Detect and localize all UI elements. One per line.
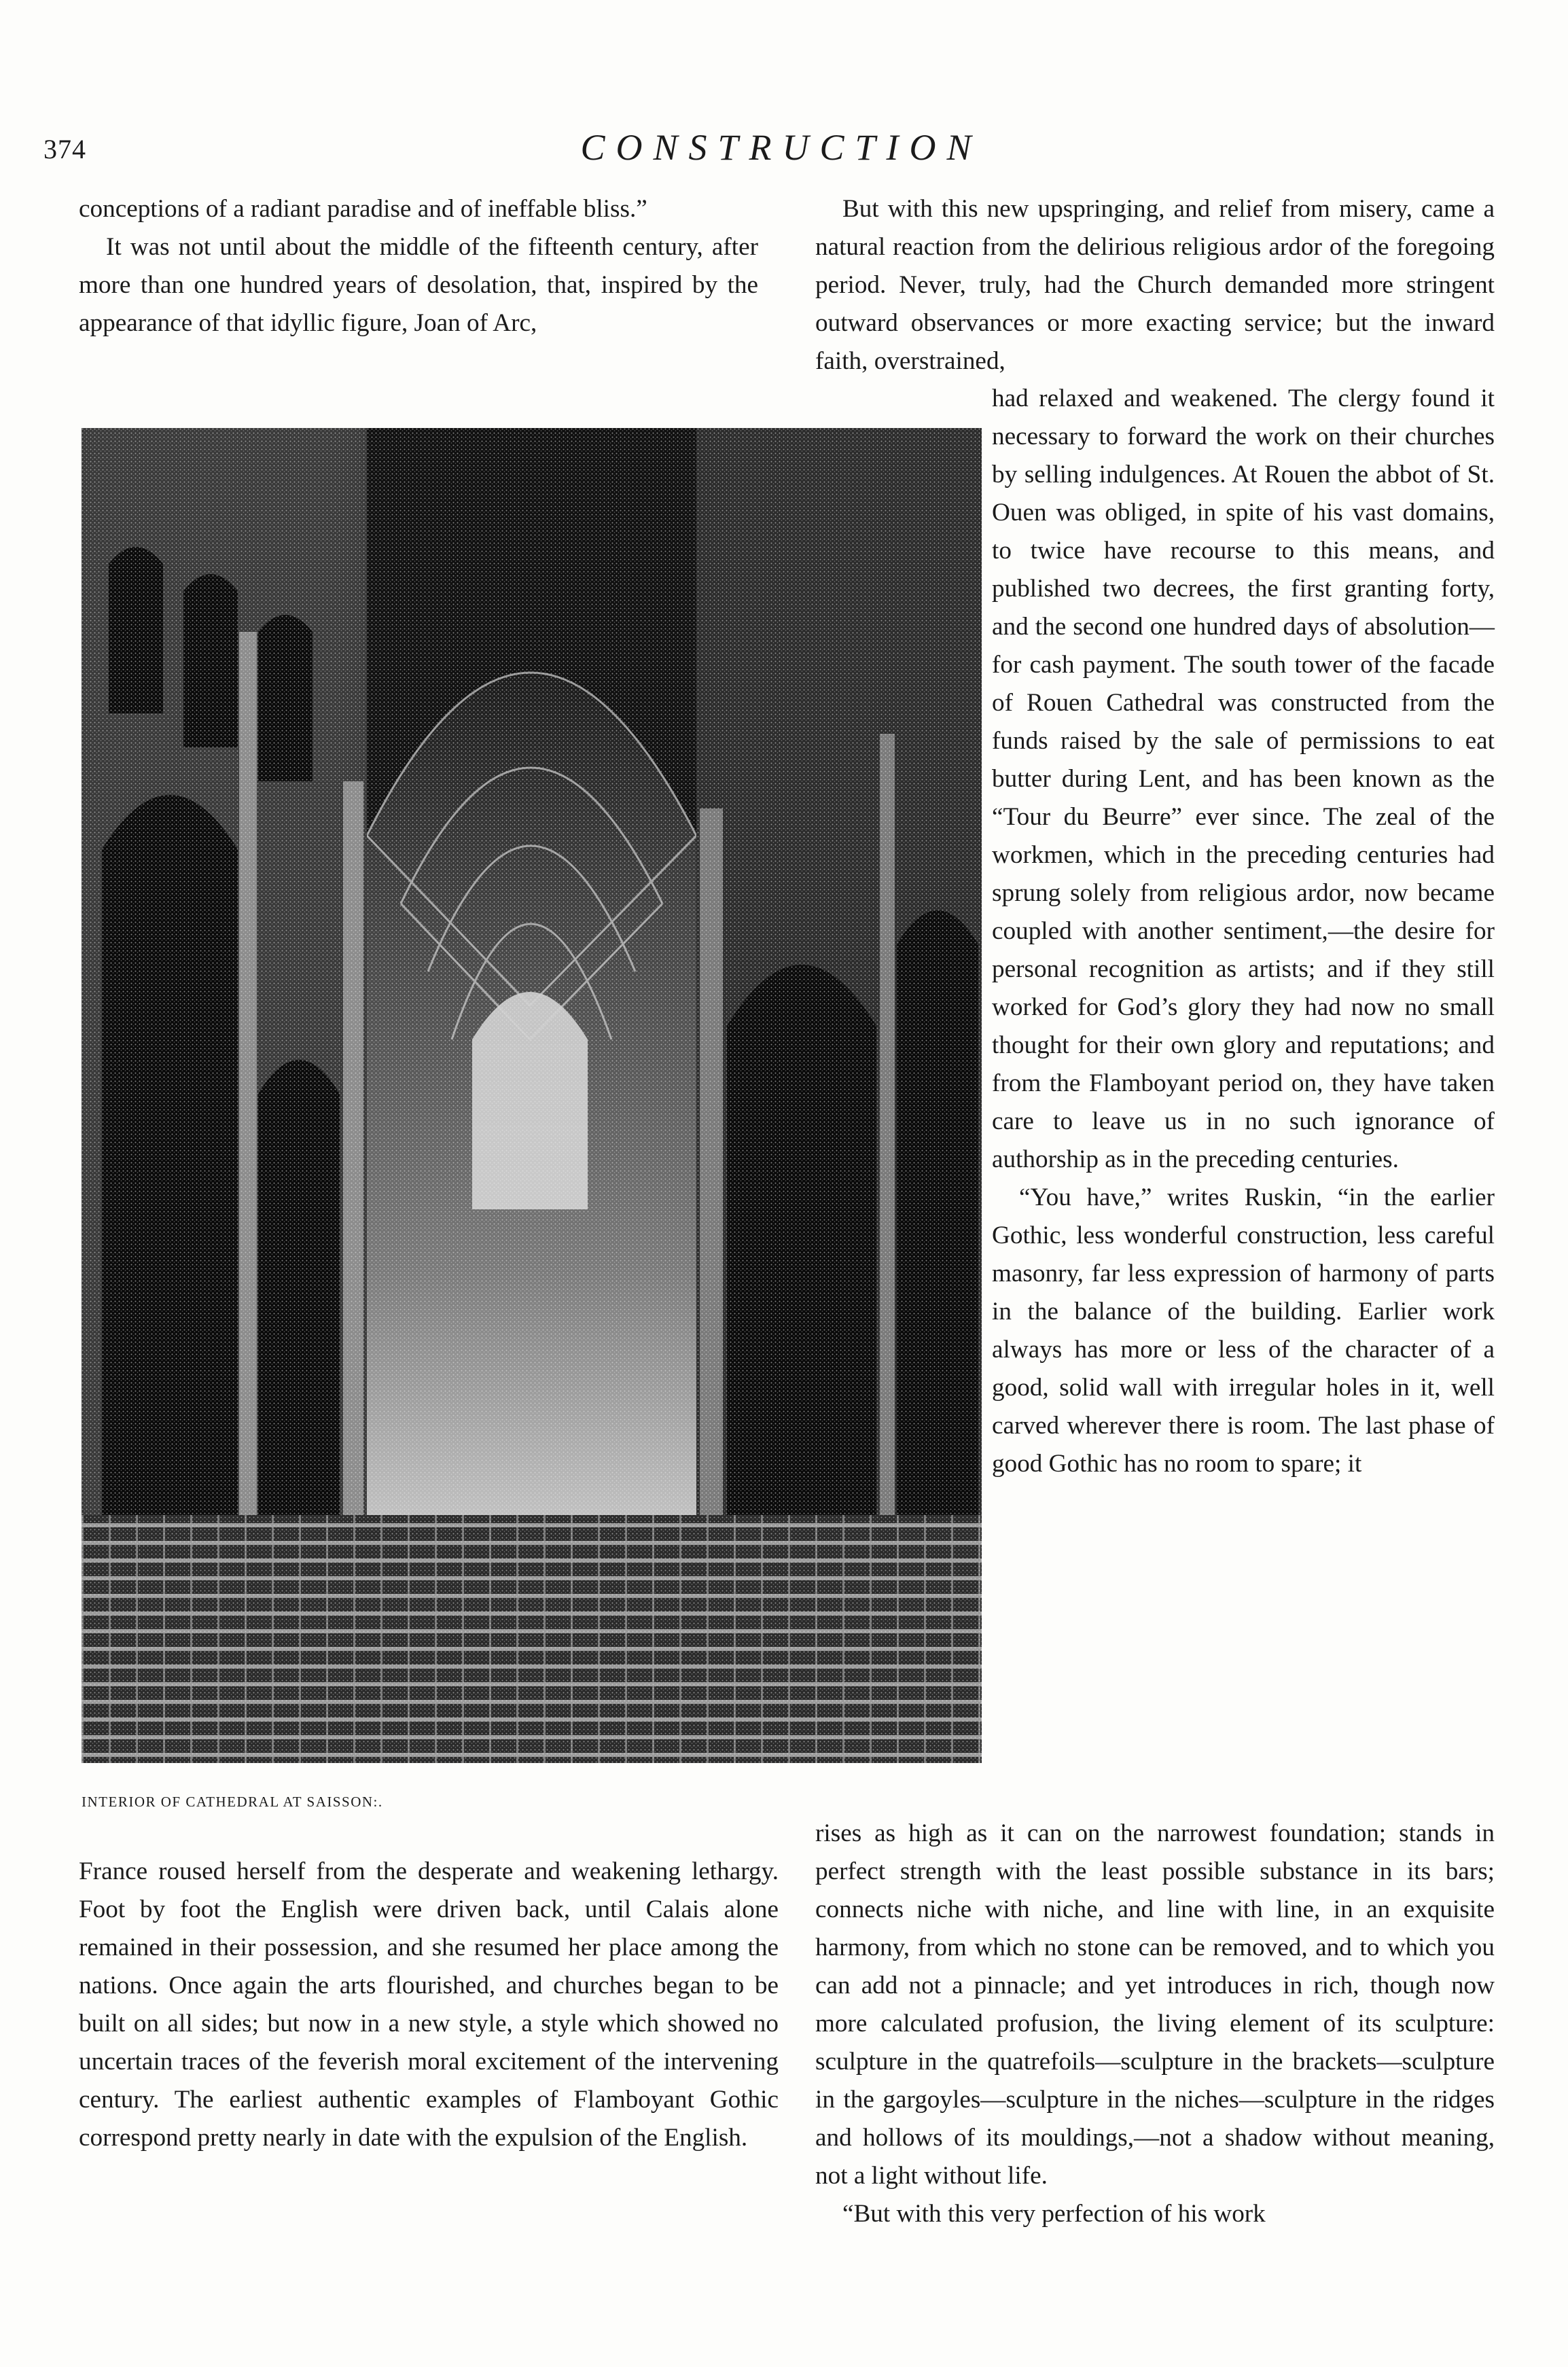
running-head: CONSTRUCTION — [580, 127, 982, 168]
cathedral-engraving — [82, 428, 982, 1763]
paragraph: But with this new upspringing, and relief from misery, came a natural reaction from the delirious religious ardor of the foregoing period. Never, truly, had the Church demanded more stringent outward observances or more exacting service; but the inward faith, overstrained, — [815, 195, 1495, 375]
paragraph: had relaxed and weakened. The clergy found it necessary to forward the work on their churches by selling indulgences. At Rouen the abbot of St. Ouen was obliged, in spite of his vast domains, to twice have recourse to this means, and published two decrees, the first granting forty, and the second one hundred days of absolution—for cash payment. The south tower of the facade of Rouen Cathedral was constructed from the funds raised by the sale of permissions to eat butter during Lent, and has been known as the “Tour du Beurre” ever since. The zeal of the workmen, which in the preceding centuries had sprung solely from religious ardor, now became coupled with another sentiment,—the desire for personal recognition as artists; and if they still worked for God’s glory they had now no small thought for their own glory and reputations; and from the Flamboyant period on, they have taken care to leave us in no such ignorance of authorship as in the preceding centuries. — [992, 385, 1495, 1173]
figure-caption: INTERIOR OF CATHEDRAL AT SAISSON:. — [82, 1794, 383, 1810]
right-column-wrap — [992, 380, 1495, 1483]
page-number: 374 — [43, 134, 86, 164]
right-column-top — [815, 190, 1495, 380]
cathedral-interior-illustration — [82, 428, 982, 1763]
paragraph: It was not until about the middle of the fifteenth century, after more than one hundred years of desolation, that, inspired by the appearance of that idyllic figure, Joan of Arc, — [79, 233, 758, 337]
paragraph: “But with this very perfection of his work — [842, 2200, 1266, 2228]
paragraph: France roused herself from the desperate and weakening lethargy. Foot by foot the English were driven back, until Calais alone remained in their possession, and she resumed her place among the nations. Once again the arts flourished, and churches began to be built on all sides; but now in a new style, a style which showed no uncertain traces of the feverish moral excitement of the intervening century. The earliest authentic examples of Flamboyant Gothic correspond pretty nearly in date with the expulsion of the English. — [79, 1857, 779, 2152]
paragraph: conceptions of a radiant paradise and of ineffable bliss.” — [79, 195, 647, 223]
paragraph: rises as high as it can on the narrowest foundation; stands in perfect strength with the least possible substance in its bars; connects niche with niche, and line with line, in an exquisite harmony, from which no stone can be removed, and to which you can add not a pinnacle; and yet introduces in rich, though now more calculated profusion, the living element of its sculpture: sculpture in the quatrefoils—sculpture in the brackets—sculpture in the gargoyles—sculpture in the niches—sculpture in the ridges and hollows of its mouldings,—not a shadow without meaning, not a light without life. — [815, 1819, 1495, 2190]
paragraph: “You have,” writes Ruskin, “in the earlier Gothic, less wonderful construction, less careful masonry, far less expression of harmony of parts in the balance of the building. Earlier work always has more or less of the character of a good, solid wall with irregular holes in it, well carved wherever there is room. The last phase of good Gothic has no room to spare; it — [992, 1184, 1495, 1478]
left-column-top — [79, 190, 758, 342]
right-column-bottom — [815, 1815, 1495, 2233]
left-column-bottom — [79, 1853, 779, 2157]
